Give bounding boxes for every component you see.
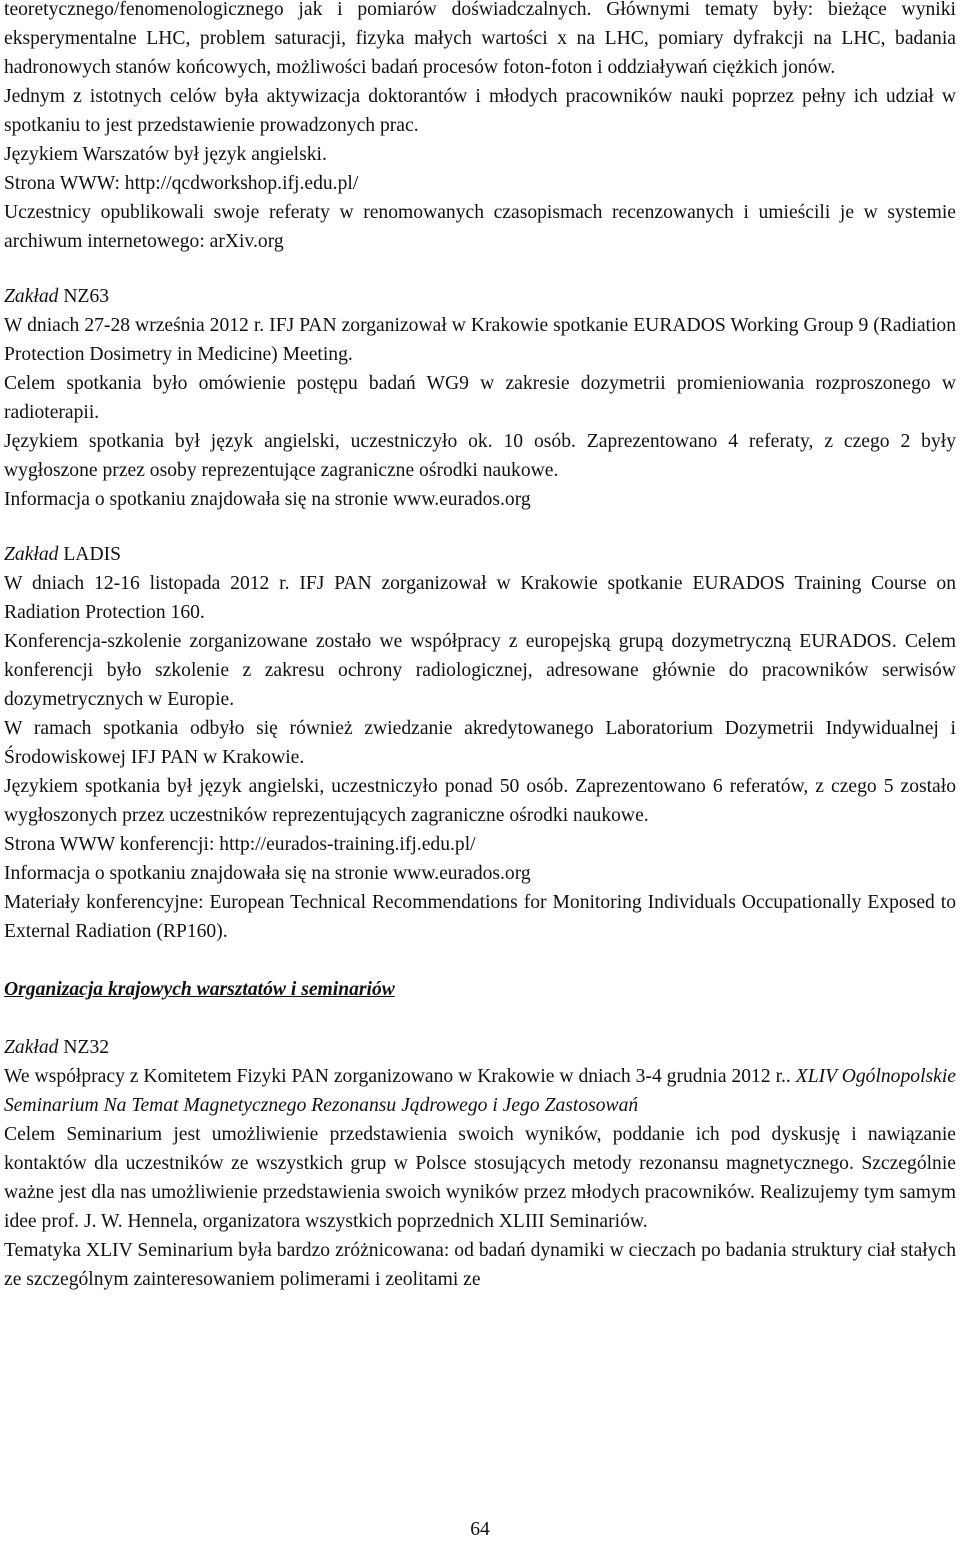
paragraph-training-language: Językiem spotkania był język angielski, uczestniczyło ponad 50 osób. Zaprezentowano 6 referatów, z czego 5 zostało wygłoszonych przez uczestników reprezentujących zagraniczne ośrodki naukowe. bbox=[4, 776, 956, 826]
spacer bbox=[4, 514, 956, 540]
paragraph-publications: Uczestnicy opublikowali swoje referaty w renomowanych czasopismach recenzowanych i umieścili je w systemie archiwum internetowego: arXiv.org bbox=[4, 202, 956, 252]
department-label-nz63 bbox=[4, 282, 956, 311]
paragraph-laboratory-visit: W ramach spotkania odbyło się również zwiedzanie akredytowanego Laboratorium Dozymetrii Indywidualnej i Środowiskowej IFJ PAN w Krakowie. bbox=[4, 718, 956, 768]
paragraph-aims: Jednym z istotnych celów była aktywizacja doktorantów i młodych pracowników nauki poprzez pełny ich udział w spotkaniu to jest przedstawienie prowadzonych prac. bbox=[4, 86, 956, 136]
paragraph-seminar-topics: Tematyka XLIV Seminarium była bardzo zróżnicowana: od badań dynamiki w cieczach po badania struktury ciał stałych ze szczególnym zainteresowaniem polimerami i zeolitami ze bbox=[4, 1240, 956, 1290]
paragraph-meeting-language: Językiem spotkania był język angielski, uczestniczyło ok. 10 osób. Zaprezentowano 4 referaty, z czego 2 były wygłoszone przez osoby reprezentujące zagraniczne ośrodki naukowe. bbox=[4, 431, 956, 481]
paragraph-language: Językiem Warszatów był język angielski. bbox=[4, 144, 327, 165]
paragraph-lhc-topics: teoretycznego/fenomenologicznego jak i pomiarów doświadczalnych. Głównymi tematy były: bieżące wyniki eksperymentalne LHC, problem saturacji, fizyka małych wartości x na LHC, pomiary dyfrakcji na LHC, badania hadronowych stanów końcowych, możliwości badań procesów foton-foton i oddziaływań ciężkich jonów. bbox=[4, 0, 956, 78]
paragraph-conference-training: Konferencja-szkolenie zorganizowane zostało we współpracy z europejską grupą dozymetryczną EURADOS. Celem konferencji było szkolenie z zakresu ochrony radiologicznej, adresowane głównie do pracowników serwisów dozymetrycznych w Europie. bbox=[4, 631, 956, 710]
department-name: LADIS bbox=[63, 544, 122, 565]
department-label-ladis bbox=[4, 540, 956, 569]
department-label-nz32 bbox=[4, 1033, 956, 1062]
paragraph-meeting-aim: Celem spotkania było omówienie postępu badań WG9 w zakresie dozymetrii promieniowania rozproszonego w radioterapii. bbox=[4, 373, 956, 423]
department-prefix: Zakład bbox=[4, 286, 59, 307]
paragraph-training-info: Informacja o spotkaniu znajdowała się na stronie www.eurados.org bbox=[4, 863, 531, 884]
spacer bbox=[4, 946, 956, 975]
seminar-title: XLIV Ogólnopolskie Seminarium Na Temat Magnetycznego Rezonansu Jądrowego i Jego Zastosowań bbox=[4, 1066, 956, 1116]
paragraph-meeting-info: Informacja o spotkaniu znajdowała się na stronie www.eurados.org bbox=[4, 489, 531, 510]
department-prefix: Zakład bbox=[4, 1037, 59, 1058]
section-heading: Organizacja krajowych warsztatów i seminariów bbox=[4, 979, 395, 1000]
paragraph-eurados-meeting: W dniach 27-28 września 2012 r. IFJ PAN zorganizował w Krakowie spotkanie EURADOS Working Group 9 (Radiation Protection Dosimetry in Medicine) Meeting. bbox=[4, 315, 956, 365]
seminar-intro-text: We współpracy z Komitetem Fizyki PAN zorganizowano w Krakowie w dniach 3-4 grudnia 2012 r.. bbox=[4, 1066, 791, 1087]
paragraph-conference-materials: Materiały konferencyjne: European Technical Recommendations for Monitoring Individuals Occupationally Exposed to External Radiation (RP160). bbox=[4, 892, 956, 942]
paragraph-conference-website: Strona WWW konferencji: http://eurados-training.ifj.edu.pl/ bbox=[4, 834, 476, 855]
department-name: NZ32 bbox=[63, 1037, 110, 1058]
department-prefix: Zakład bbox=[4, 544, 59, 565]
paragraph-nmr-seminar bbox=[4, 1062, 956, 1120]
paragraph-training-course: W dniach 12-16 listopada 2012 r. IFJ PAN zorganizował w Krakowie spotkanie EURADOS Training Course on Radiation Protection 160. bbox=[4, 573, 956, 623]
spacer bbox=[4, 256, 956, 282]
paragraph-seminar-aim: Celem Seminarium jest umożliwienie przedstawienia swoich wyników, poddanie ich pod dyskusję i nawiązanie kontaktów dla uczestników ze wszystkich grup w Polsce stosujących metody rezonansu magnetycznego. Szczególnie ważne jest dla nas umożliwienie przedstawienia swoich wyników przez młodych pracowników. Realizujemy tym samym idee prof. J. W. Hennela, organizatora wszystkich poprzednich XLIII Seminariów. bbox=[4, 1124, 956, 1232]
spacer bbox=[4, 1004, 956, 1033]
page-number: 64 bbox=[470, 1519, 490, 1540]
department-name: NZ63 bbox=[63, 286, 110, 307]
paragraph-website: Strona WWW: http://qcdworkshop.ifj.edu.pl/ bbox=[4, 173, 359, 194]
